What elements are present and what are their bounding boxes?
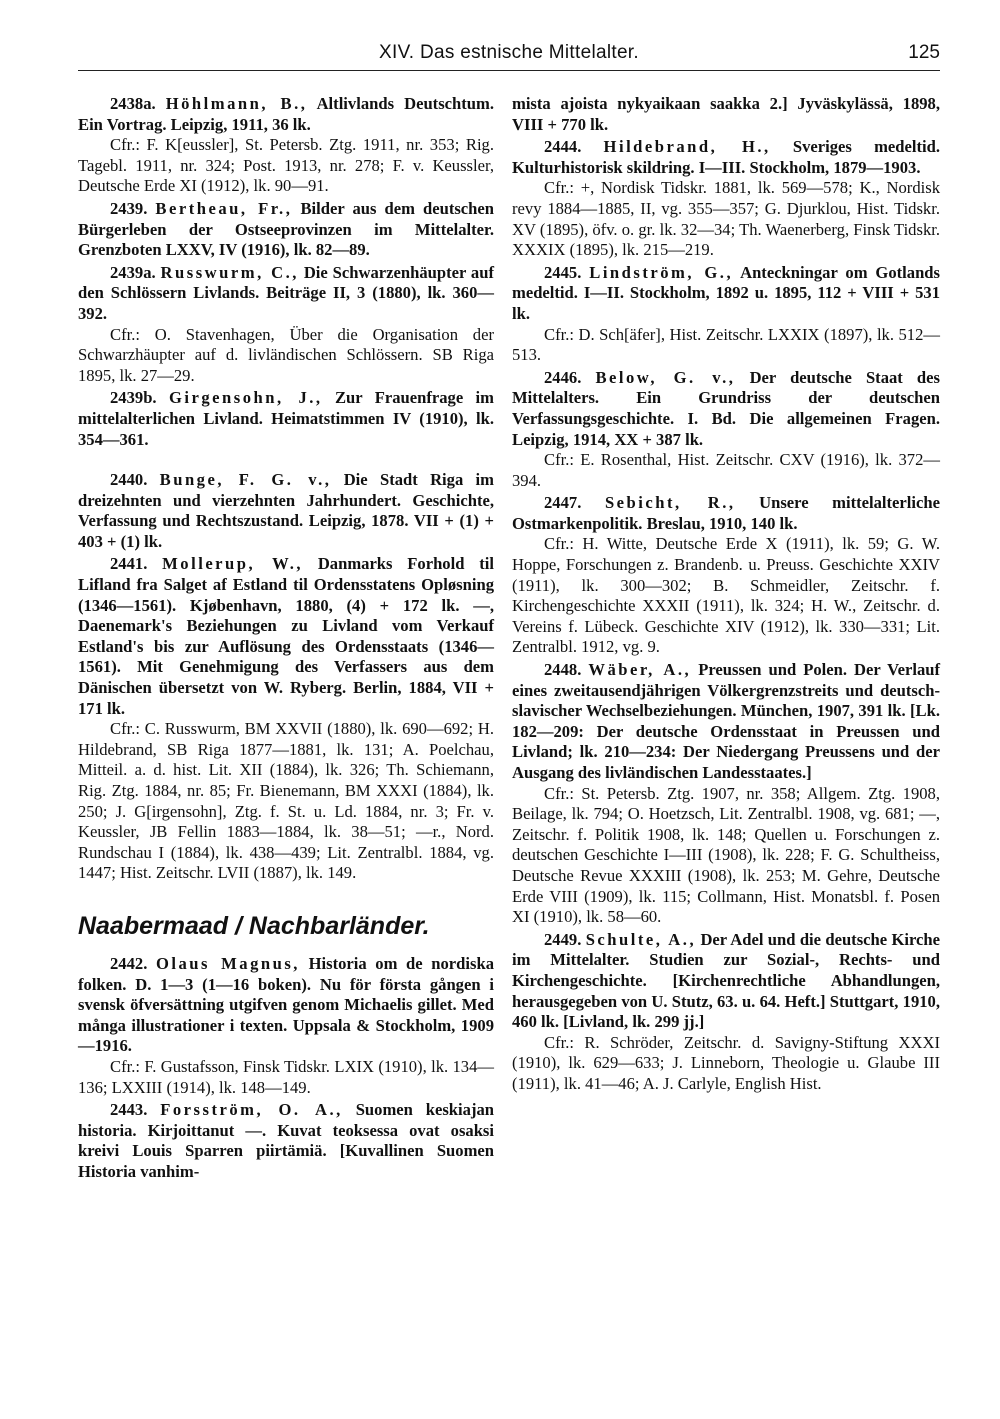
- entry-number: 2439a.: [110, 262, 156, 282]
- bib-entry: [78, 388, 494, 450]
- entry-author: Bertheau, Fr.,: [155, 198, 293, 218]
- running-title: XIV. Das estnische Mittelalter.: [379, 42, 639, 63]
- entry-group-gap: [78, 452, 494, 470]
- entry-number: 2440.: [110, 470, 148, 490]
- entry-author: Below, G. v.,: [595, 367, 736, 387]
- entry-number: 2447.: [544, 493, 582, 513]
- entry-title: Altlivlands Deutschtum. Ein Vortrag. Leipzig, 1911, 36 lk.: [78, 94, 494, 134]
- bib-entry: [78, 554, 494, 884]
- section-heading: Naabermaad / Nachbarländer.: [78, 911, 430, 940]
- bib-entry: [78, 94, 494, 197]
- entry-reviews: Cfr.: F. Gustafsson, Finsk Tidskr. LXIX (1910), lk. 134—136; LXXIII (1914), lk. 148—149.: [78, 1056, 494, 1097]
- entry-group-a: [78, 94, 494, 450]
- left-column: [78, 94, 494, 1185]
- entry-reviews: Cfr.: O. Stavenhagen, Über die Organisation der Schwarzhäupter auf d. livländischen Schlössern. SB Riga 1895, lk. 27—29.: [78, 324, 494, 385]
- entry-number: 2441.: [110, 554, 148, 574]
- entry-reviews: Cfr.: F. K[eussler], St. Petersb. Ztg. 1911, nr. 353; Rig. Tagebl. 1911, nr. 324; Post. 1913, nr. 278; F. v. Keussler, Deutsche Erde XI (1912), lk. 90—91.: [78, 135, 494, 196]
- bib-entry: [78, 199, 494, 261]
- entry-number: 2445.: [544, 262, 582, 282]
- entry-reviews: Cfr.: C. Russwurm, BM XXVII (1880), lk. 690—692; H. Hildebrand, SB Riga 1877—1881, lk. 131; A. Poelchau, Mitteil. a. d. hist. Lit. XII (1884), lk. 326; Th. Schiemann, Rig. Ztg. 1884, nr. 85; Fr. Bienemann, BM XXXI (1884), lk. 250; J. G[irgensohn], Ztg. f. St. u. Ld. 1884, nr. 3; Fr. v. Keussler, JB Fellin 1883—1884, lk. 38—51; —r., Nord. Rundschau I (1884), lk. 438—439; Lit. Zentralbl. 1884, vg. 1447; Hist. Zeitschr. LVII (1887), lk. 149.: [78, 719, 494, 883]
- entry-reviews: Cfr.: St. Petersb. Ztg. 1907, nr. 358; Allgem. Ztg. 1908, Beilage, lk. 794; O. Hoetzsch, Lit. Zentralbl. 1908, vg. 681; —, Zeitschr. f. Politik 1908, lk. 148; Quellen u. Forschungen z. deutschen Geschichte I—III (1908), lk. 228; F. G. Schultheiss, Deutsche Revue XXXIII (1908), lk. 253; M. Gehre, Deutsche Erde VIII (1909), lk. 115; Collmann, Hist. Monatsbl. f. Posen XI (1910), lk. 58—60.: [512, 783, 940, 927]
- entry-reviews: Cfr.: H. Witte, Deutsche Erde X (1911), lk. 59; G. W. Hoppe, Forschungen z. Brandenb. u. Preuss. Geschichte XXIV (1911), lk. 300—302; B. Schmeidler, Zeitschr. f. Kirchengeschichte XXXII (1911), lk. 324; H. W., Zeitschr. d. Vereins f. Lübeck. Geschichte XIV (1912), lk. 330—331; Lit. Zentralbl. 1912, vg. 9.: [512, 534, 940, 657]
- entry-title: Danmarks Forhold til Lifland fra Salget af Estland til Ordensstatens Opløsning (1346—1561). Kjøbenhavn, 1880, (4) + 172 lk. —, Daenemark's Beziehungen zu Livland vom Verkauf Estland's bis zur Auflösung des Ordensstaats (1346—1561). Mit Genehmigung des Verfassers aus dem Dänischen übersetzt von W. Ryberg. Berlin, 1884, VII + 171 lk.: [78, 554, 494, 718]
- entry-title: Bilder aus dem deutschen Bürgerleben der Ostseeprovinzen im Mittelalter. Grenzboten LXXV, IV (1916), lk. 82—89.: [78, 198, 494, 260]
- entry-title: Zur Frauenfrage im mittelalterlichen Livland. Heimatstimmen IV (1910), lk. 354—361.: [78, 388, 494, 449]
- entry-author: Sebicht, R.,: [604, 493, 736, 513]
- entry-title: Historia om de nordiska folken. D. 1—3 (1—16 boken). Nu för första gången i svensk öfversättning utgifven genom Michaelis gillet. Med många illustrationer i texten. Uppsala & Stockholm, 1909—1916.: [78, 953, 494, 1056]
- bib-entry: [78, 263, 494, 387]
- bib-entry-continuation: [512, 94, 940, 135]
- bib-entry: [512, 137, 940, 261]
- entry-author: Bunge, F. G. v.,: [159, 470, 332, 490]
- entry-title: Preussen und Polen. Der Verlauf eines zweitausendjährigen Völkergrenzstreits und deutsch-slavischer Wechselbeziehungen. München, 1907, 391 lk. [Lk. 182—209: Der deutsche Ordensstaat in Preussen und Livland; lk. 210—234: Der Niedergang Preussens und der Ausgang des livländischen Landesstaates.]: [512, 660, 940, 782]
- entry-author: Schulte, A.,: [585, 929, 697, 949]
- entry-reviews: Cfr.: E. Rosenthal, Hist. Zeitschr. CXV (1916), lk. 372—394.: [512, 450, 940, 490]
- entry-author: Höhlmann, B.,: [165, 94, 308, 113]
- bib-entry: [512, 263, 940, 366]
- bib-entry: [78, 470, 494, 552]
- entry-title: Der Adel und die deutsche Kirche im Mittelalter. Studien zur Sozial-, Rechts- und Kirchengeschichte. [Kirchenrechtliche Abhandlungen, herausgegeben von U. Stutz, 63. u. 64. Heft.] Stuttgart, 1910, 460 lk. [Livland, lk. 299 jj.]: [512, 929, 940, 1032]
- entry-number: 2439b.: [110, 388, 157, 408]
- entry-reviews: Cfr.: R. Schröder, Zeitschr. d. Savigny-Stiftung XXXI (1910), lk. 629—633; J. Linneborn, Theologie u. Glaube III (1911), lk. 41—46; A. J. Carlyle, English Hist.: [512, 1032, 940, 1093]
- entry-reviews: Cfr.: +, Nordisk Tidskr. 1881, lk. 569—578; K., Nordisk revy 1884—1885, II, vg. 355—357; G. Djurklou, Hist. Tidskr. XV (1895), öfv. o. gr. lk. 32—34; Th. Waenerberg, Finsk Tidskr. XXXIX (1895), lk. 215—219.: [512, 178, 940, 260]
- right-column: [512, 94, 940, 1097]
- running-header: [78, 40, 940, 71]
- entry-title: Suomen keskiajan historia. Kirjoittanut —. Kuvat teoksessa ovat osaksi kreivi Louis Sparren piirtämiä. [Kuvallinen Suomen Historia vanhim-: [78, 1100, 494, 1181]
- entry-title: Unsere mittelalterliche Ostmarkenpolitik. Breslau, 1910, 140 lk.: [512, 493, 940, 533]
- entry-number: 2446.: [544, 367, 582, 387]
- entry-title: Sveriges medeltid. Kulturhistorisk skildring. I—III. Stockholm, 1879—1903.: [512, 137, 940, 177]
- entry-title: Anteckningar om Gotlands medeltid. I—II. Stockholm, 1892 u. 1895, 112 + VIII + 531 lk.: [512, 262, 940, 323]
- bib-entry: [512, 368, 940, 492]
- entry-author: Girgensohn, J.,: [168, 388, 323, 408]
- bib-entry: [512, 493, 940, 658]
- bib-entry: [512, 660, 940, 928]
- entry-author: Hildebrand, H.,: [603, 137, 771, 157]
- entry-author: Russwurm, C.,: [160, 262, 299, 282]
- entry-number: 2444.: [544, 137, 582, 157]
- bib-entry: [78, 1100, 494, 1182]
- entry-number: 2448.: [544, 660, 582, 680]
- entry-continuation-text: mista ajoista nykyaikaan saakka 2.] Jyväskylässä, 1898, VIII + 770 lk.: [512, 94, 940, 134]
- entry-author: Olaus Magnus,: [155, 953, 300, 973]
- entry-author: Lindström, G.,: [589, 262, 734, 282]
- entry-number: 2439.: [110, 198, 148, 218]
- entry-author: Mollerup, W.,: [162, 554, 304, 574]
- entry-number: 2443.: [110, 1100, 148, 1120]
- entry-title: Die Stadt Riga im dreizehnten und vierzehnten Jahrhundert. Geschichte, Verfassung und Rechtszustand. Leipzig, 1878. VII + (1) + 403 + (1) lk.: [78, 470, 494, 551]
- entry-number: 2442.: [110, 953, 148, 973]
- entry-group-c: [78, 954, 494, 1183]
- entry-title: Die Schwarzenhäupter auf den Schlössern Livlands. Beiträge II, 3 (1880), lk. 360—392.: [78, 262, 494, 323]
- entry-reviews: Cfr.: D. Sch[äfer], Hist. Zeitschr. LXXIX (1897), lk. 512—513.: [512, 324, 940, 365]
- bib-entry: [512, 930, 940, 1095]
- entry-number: 2438a.: [110, 94, 156, 113]
- page-number: 125: [908, 42, 940, 63]
- entry-author: Wäber, A.,: [588, 660, 692, 680]
- entry-author: Forsström, O. A.,: [160, 1100, 343, 1120]
- entry-group-b: [78, 470, 494, 884]
- entry-number: 2449.: [544, 929, 582, 949]
- bib-entry: [78, 954, 494, 1098]
- entry-title: Der deutsche Staat des Mittelalters. Ein Grundriss der deutschen Verfassungsgeschichte. I. Bd. Die allgemeinen Fragen. Leipzig, 1914, XX + 387 lk.: [512, 367, 940, 449]
